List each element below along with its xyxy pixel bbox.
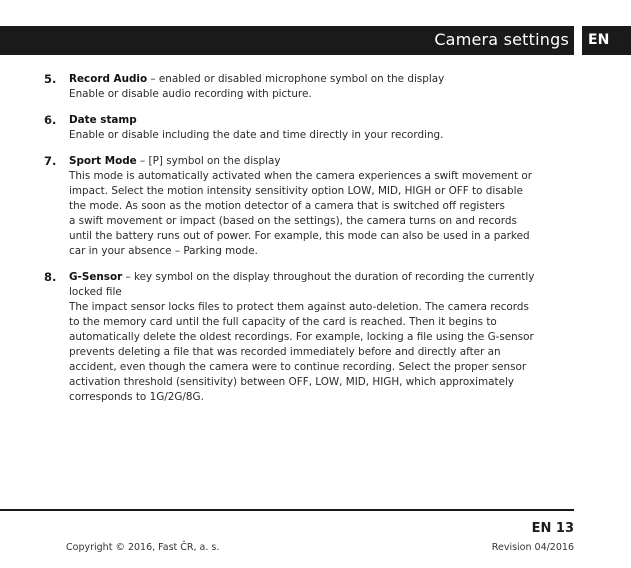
section-heading-line	[69, 270, 579, 285]
section-heading-rest: – [P] symbol on the display	[136, 155, 281, 167]
manual-content	[0, 72, 631, 416]
section-number: 5.	[44, 72, 57, 86]
section-text-line: locked file	[69, 286, 122, 298]
section-term: Date stamp	[69, 114, 137, 126]
section-text-line: car in your absence – Parking mode.	[69, 245, 258, 257]
section-record-audio	[0, 72, 631, 102]
section-text-line: This mode is automatically activated when the camera experiences a swift movement or	[69, 170, 532, 182]
section-term: Record Audio	[69, 73, 148, 85]
section-text-line: The impact sensor locks files to protect them against auto-deletion. The camera records	[69, 301, 529, 313]
section-text-line: corresponds to 1G/2G/8G.	[69, 391, 204, 403]
section-sport-mode	[0, 154, 631, 259]
section-number: 8.	[44, 270, 57, 284]
section-text-line: Enable or disable including the date and time directly in your recording.	[69, 129, 444, 141]
header-bar	[0, 26, 574, 55]
section-text-line: Enable or disable audio recording with picture.	[69, 88, 312, 100]
section-text-line: impact. Select the motion intensity sensitivity option LOW, MID, HIGH or OFF to disable	[69, 185, 523, 197]
section-text-line: until the battery runs out of power. For example, this mode can also be used in a parked	[69, 230, 530, 242]
language-tab: EN	[582, 26, 631, 55]
revision-label: Revision 04/2016	[491, 542, 574, 553]
section-text-line: the mode. As soon as the motion detector of a camera that is switched off registers	[69, 200, 505, 212]
section-heading-line	[69, 113, 579, 128]
section-text-line: activation threshold (sensitivity) between OFF, LOW, MID, HIGH, which approximately	[69, 376, 514, 388]
section-text-line: automatically delete the oldest recordings. For example, locking a file using the G-sensor	[69, 331, 534, 343]
section-g-sensor	[0, 270, 631, 405]
section-text-line: a swift movement or impact (based on the settings), the camera turns on and records	[69, 215, 517, 227]
page-section-title: Camera settings	[434, 30, 569, 49]
footer-divider	[0, 509, 574, 511]
section-heading-line	[69, 154, 579, 169]
copyright-notice: Copyright © 2016, Fast ČR, a. s.	[66, 542, 220, 553]
section-term: Sport Mode	[69, 155, 137, 167]
section-text-line: to the memory card until the full capacity of the card is reached. Then it begins to	[69, 316, 497, 328]
section-number: 6.	[44, 113, 57, 127]
section-number: 7.	[44, 154, 57, 168]
section-heading-rest: – enabled or disabled microphone symbol on the display	[147, 73, 445, 85]
page-number: EN 13	[531, 521, 574, 536]
section-text-line: accident, even though the camera were to continue recording. Select the proper sensor	[69, 361, 527, 373]
section-text-line: prevents deleting a file that was recorded immediately before and directly after an	[69, 346, 501, 358]
section-date-stamp	[0, 113, 631, 143]
section-heading-rest: – key symbol on the display throughout the duration of recording the currently	[122, 271, 535, 283]
section-term: G-Sensor	[69, 271, 123, 283]
section-heading-line	[69, 72, 579, 87]
